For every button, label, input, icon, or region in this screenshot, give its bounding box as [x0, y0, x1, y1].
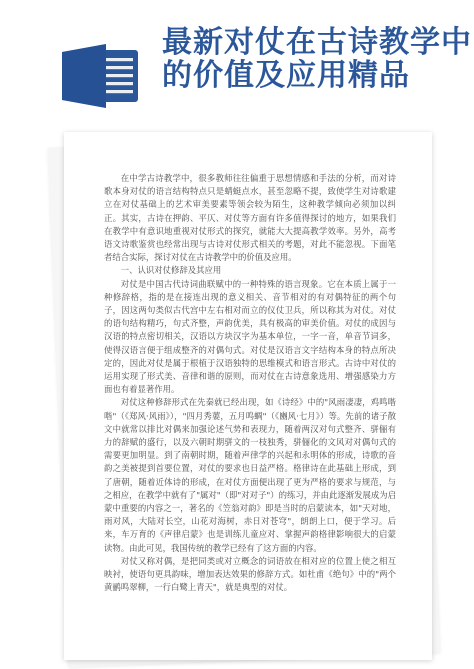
paragraph-intro: 在中学古诗教学中，很多教师往往偏重于思想情感和手法的分析，而对诗歌本身对仗的语言结构特点只是蜻蜓点水，甚至忽略不提，致使学生对诗歌建立在对仗基础上的艺术审美要素等领会较为陌生，这种教学倾向必须加以纠正。其实，古诗在押韵、平仄、对仗等方面有许多值得探讨的地方，如果我们在教学中有意识地重视对仗形式的探究，就能大大提高教学效率。另外，高考语文诗歌鉴赏也经常出现与古诗对仗形式相关的考题，对此不能忽视。下面笔者结合实际，探讨对仗在古诗教学中的价值及应用。	[104, 173, 396, 263]
page-title: 最新对仗在古诗教学中的价值及应用精品	[162, 25, 472, 93]
page-header	[0, 0, 474, 118]
paragraph-body-1: 对仗是中国古代诗词曲联赋中的一种特殊的语言现象。它在本质上属于一种修辞格，指的是在接连出现的意义相关、音节相对的有对偶特征的两个句子，因这两句类似古代宫中左右相对而立的仪仗卫兵，所以称其为对仗。对仗的语句结构精巧，句式齐整，声韵优美，具有极高的审美价值。对仗的成因与汉语的特点密切相关，汉语以方块汉字为基本单位，一字一音，单音节词多，使得汉语言便于组成整齐的对偶句式。对仗是汉语言文字结构本身的特点所决定的，因此对仗是属于根植于汉语独特的思维模式和语言形式。古诗中对仗的运用实现了形式美、音律和谐的原则，而对仗在古诗意象选用、增强感染力方面也有着显著作用。	[104, 278, 396, 395]
paragraph-body-3: 对仗又称对偶，是把同类或对立概念的词语放在相对应的位置上使之相互映衬，使语句更具韵味，增加表达效果的修辞方式。如杜甫《绝句》中的"两个黄鹂鸣翠柳，一行白鹭上青天"，就是典型的对仗。	[104, 555, 396, 593]
word-icon	[62, 44, 142, 108]
section-heading: 一、认识对仗修辞及其应用	[120, 265, 222, 276]
document-page	[64, 132, 432, 660]
paragraph-body-2: 对仗这种修辞形式在先秦就已经出现，如《诗经》中的"风雨凄凄，鸡鸣喈喈"（《郑风·风雨》），"四月秀葽，五月鸣蜩"（《豳风·七月》）等。先前的诸子散文中就常以排比对偶来加强论述气势和表现力，随着两汉对句式整齐、骈俪有力的辞赋的盛行，以及六朝时期骈文的一枝独秀，骈俪化的文风对对偶句式的需要更加明显。到了南朝时期，随着声律学的兴起和永明体的形成，诗歌的音韵之美被提到首要位置，对仗的要求也日益严格。格律诗在此基础上形成，到了唐朝，随着近体诗的形成，在对仗方面便出现了更为严格的要求与规范，与之相应，在教学中就有了"属对"（即"对对子"）的练习，并由此逐渐发展成为启蒙中重要的内容之一，著名的《笠翁对韵》即是当时的启蒙读本，如"天对地，雨对风，大陆对长空，山花对海树，赤日对苍穹"，朗朗上口，便于学习。后来，车万育的《声律启蒙》也是训练儿童应对、掌握声韵格律影响很大的启蒙读物。由此可见，我国传统的教学已经有了这方面的内容。	[104, 397, 396, 553]
document-body	[104, 172, 396, 595]
